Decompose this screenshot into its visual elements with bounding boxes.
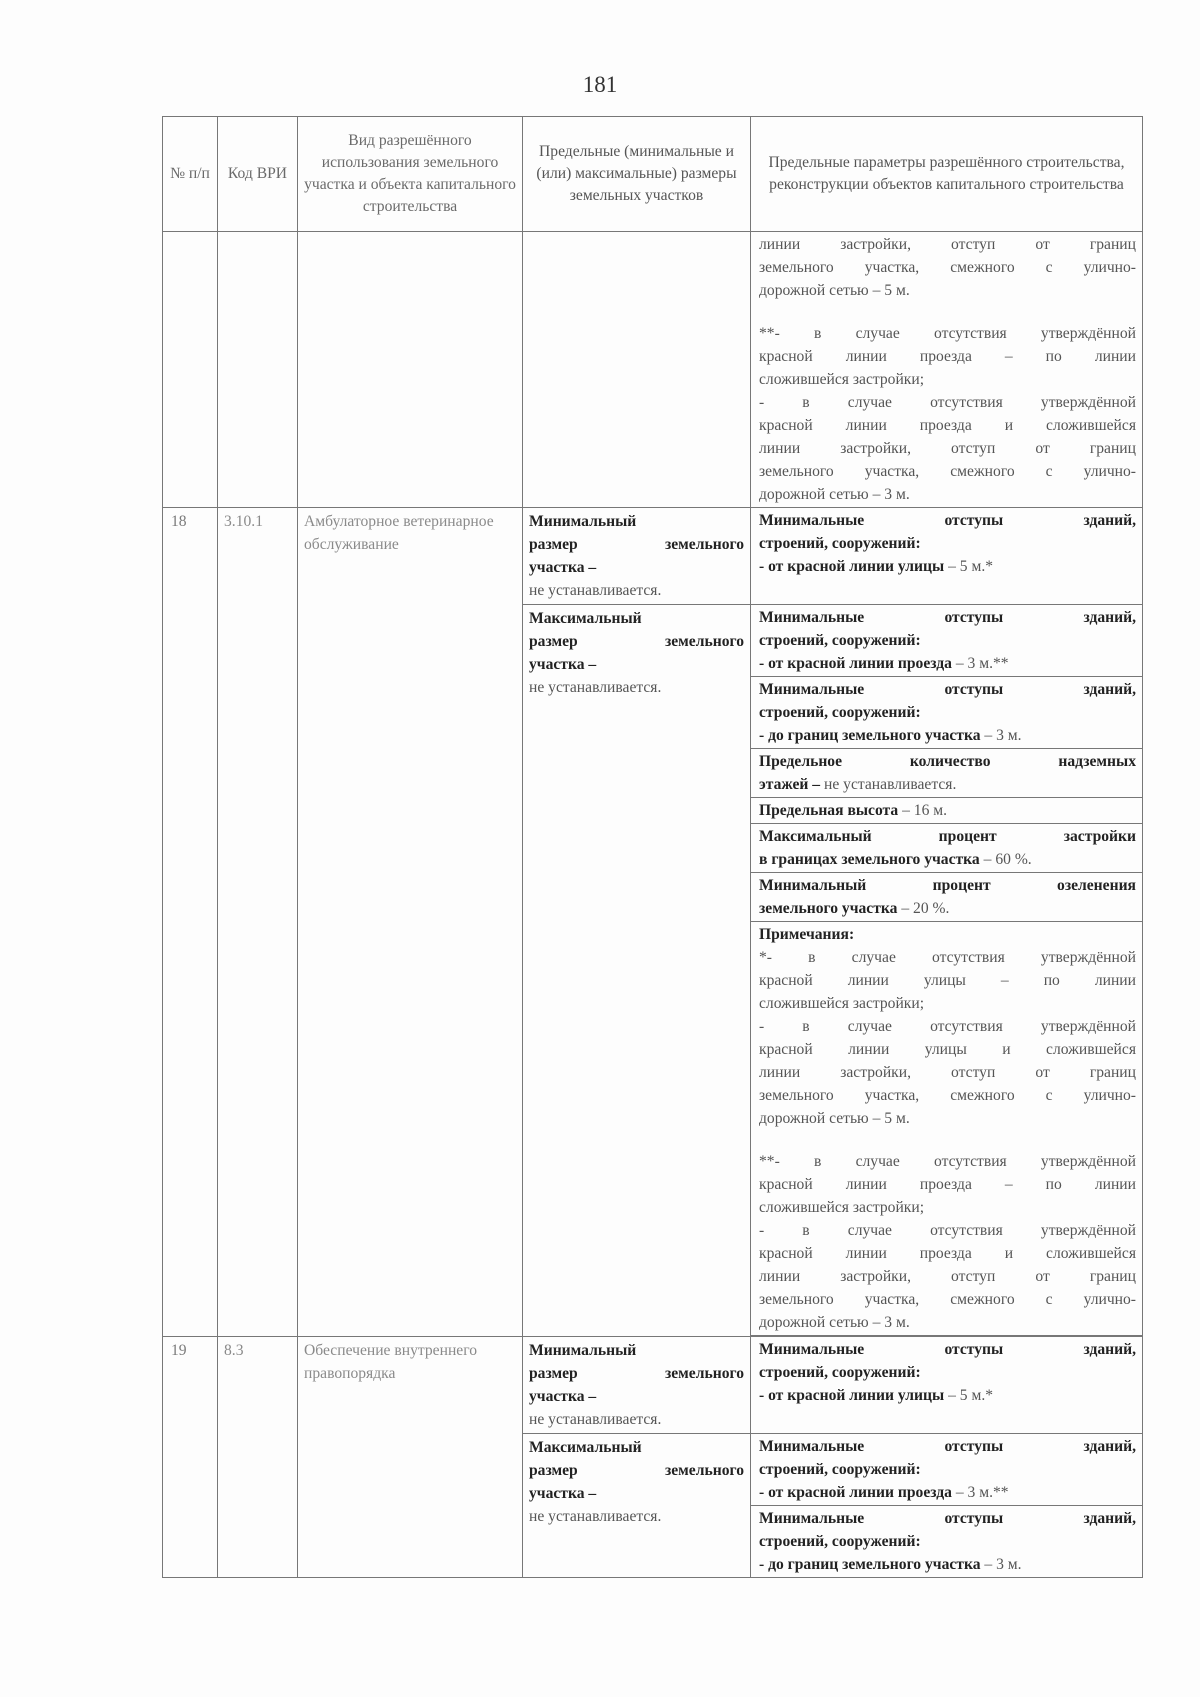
param-min-greenery: Минимальный процент озеленения земельного участка – 20 %. [751, 873, 1143, 922]
row-use-type: Амбулаторное ветеринарное обслуживание [298, 508, 523, 1337]
header-size: Предельные (минимальные и (или) максимальные) размеры земельных участков [523, 117, 751, 232]
header-params: Предельные параметры разрешённого строительства, реконструкции объектов капитального строительства [751, 117, 1143, 232]
header-num: № п/п [163, 117, 218, 232]
param-min-setback-street: Минимальные отступы зданий, строений, сооружений: - от красной линии улицы – 5 м.* [751, 508, 1143, 605]
param-min-setback-border: Минимальные отступы зданий, строений, сооружений: - до границ земельного участка – 3 м. [751, 1506, 1143, 1578]
param-height: Предельная высота – 16 м. [751, 798, 1143, 824]
param-min-setback-passage: Минимальные отступы зданий, строений, сооружений: - от красной линии проезда – 3 м.** [751, 1434, 1143, 1506]
row-use-type: Обеспечение внутреннего правопорядка [298, 1337, 523, 1578]
row-number: 18 [163, 508, 218, 1337]
min-size-cell: Минимальный размер земельного участка – не устанавливается. [523, 508, 751, 605]
param-min-setback-passage: Минимальные отступы зданий, строений, сооружений: - от красной линии проезда – 3 м.** [751, 605, 1143, 677]
regulations-table [162, 116, 1143, 1578]
param-min-setback-street: Минимальные отступы зданий, строений, сооружений: - от красной линии улицы – 5 м.* [751, 1337, 1143, 1434]
table-row-19 [163, 1337, 1143, 1434]
carryover-notes: линии застройки, отступ от границ земельного участка, смежного с улично- дорожной сетью – 5 м. **- в случае отсутствия утверждённой красной линии проезда – по линии сложившейся застройки; - в случае отсутствия утверждённой красной линии проезда и сложившейся линии застройки, отступ от границ земельного участка, смежного с улично- дорожной сетью – 3 м. [751, 232, 1143, 508]
table-header-row [163, 117, 1143, 232]
param-floors: Предельное количество надземных этажей – не устанавливается. [751, 749, 1143, 798]
row-code: 8.3 [218, 1337, 298, 1578]
table-row-carryover [163, 232, 1143, 508]
row-code: 3.10.1 [218, 508, 298, 1337]
row-number: 19 [163, 1337, 218, 1578]
param-max-coverage: Максимальный процент застройки в границах земельного участка – 60 %. [751, 824, 1143, 873]
max-size-cell: Максимальный размер земельного участка – не устанавливается. [523, 605, 751, 1337]
min-size-cell: Минимальный размер земельного участка – не устанавливается. [523, 1337, 751, 1434]
header-code: Код ВРИ [218, 117, 298, 232]
header-type: Вид разрешённого использования земельного участка и объекта капитального строительства [298, 117, 523, 232]
notes-cell: Примечания: *- в случае отсутствия утверждённой красной линии улицы – по линии сложившейся застройки; - в случае отсутствия утверждённой красной линии улицы и сложившейся линии застройки, отступ от границ земельного участка, смежного с улично- дорожной сетью – 5 м. **- в случае отсутствия утверждённой красной линии проезда – по линии сложившейся застройки; - в случае отсутствия утверждённой красной линии проезда и сложившейся линии застройки, отступ от границ земельного участка, смежного с улично- дорожной сетью – 3 м. [751, 922, 1143, 1336]
param-min-setback-border: Минимальные отступы зданий, строений, сооружений: - до границ земельного участка – 3 м. [751, 677, 1143, 749]
max-size-cell: Максимальный размер земельного участка – не устанавливается. [523, 1434, 751, 1578]
page-number: 181 [582, 72, 618, 97]
table-row-18 [163, 508, 1143, 605]
